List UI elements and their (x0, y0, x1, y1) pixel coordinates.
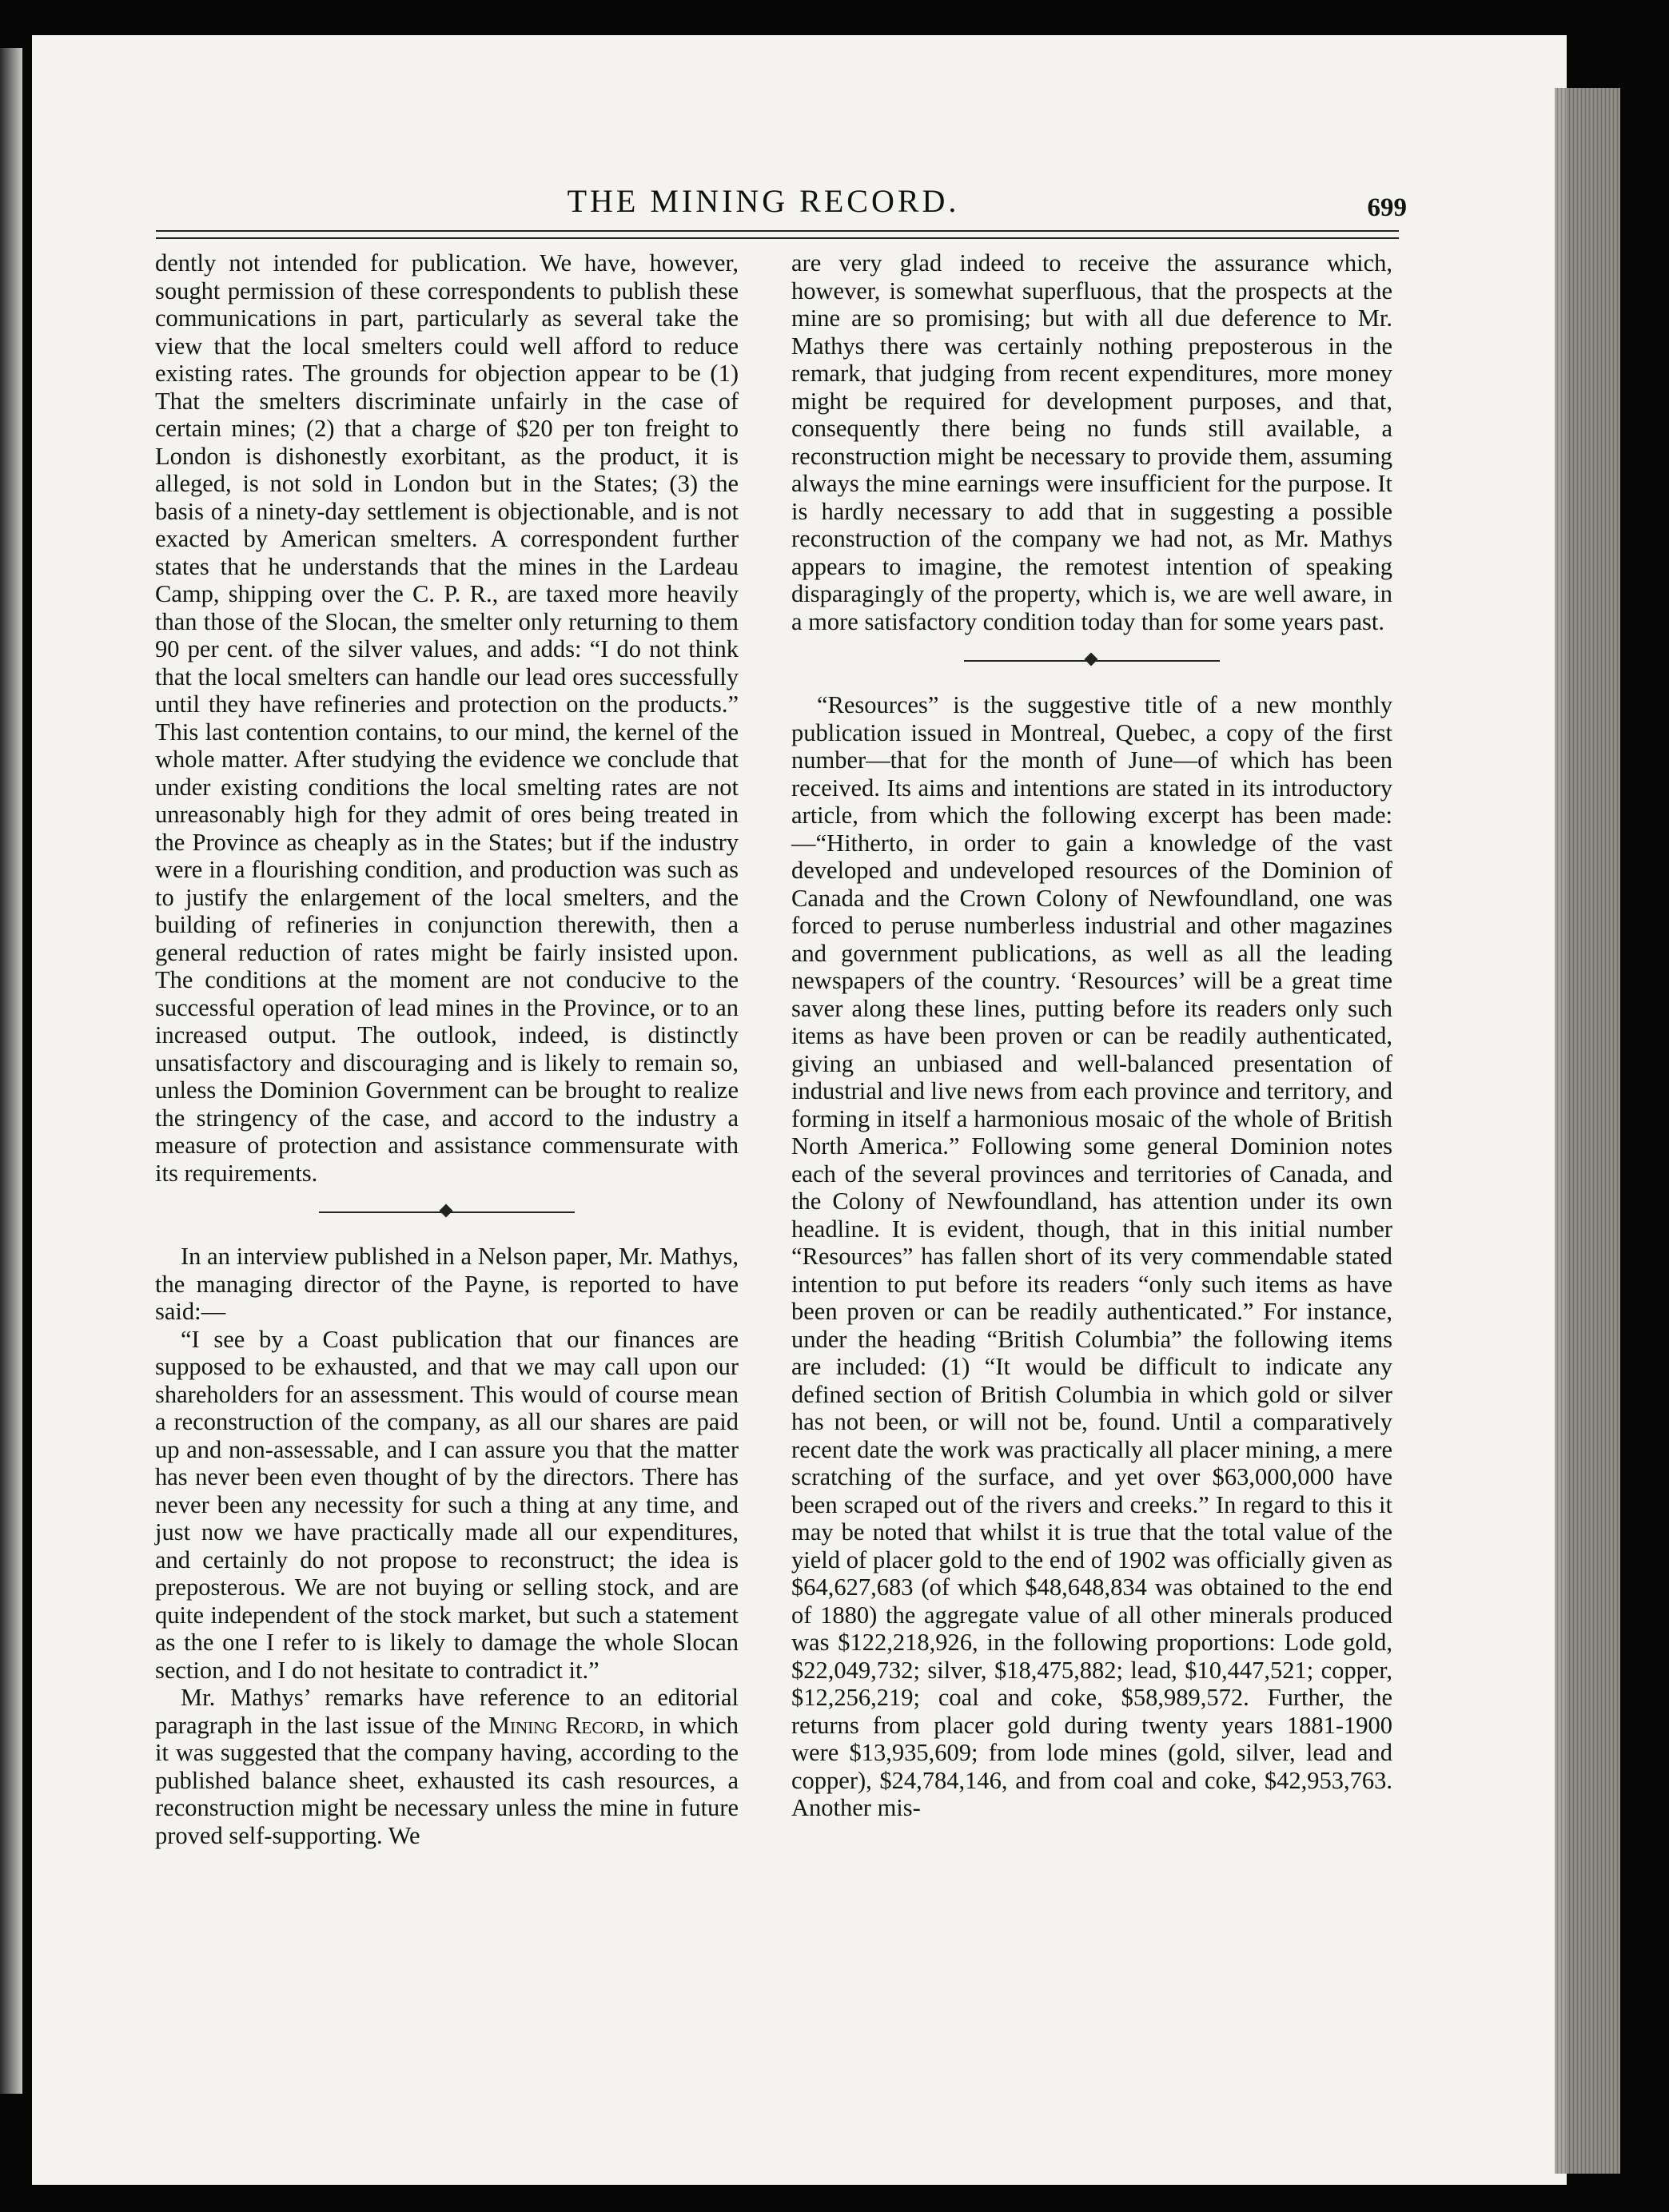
diamond-ornament-icon (1085, 653, 1098, 666)
diamond-ornament-icon (440, 1204, 453, 1218)
header-rule (156, 230, 1399, 239)
paragraph: In an interview published in a Nelson paper, Mr. Mathys, the managing director of the Payne, is reported to have said:— (155, 1243, 739, 1325)
left-column (155, 249, 739, 1849)
paragraph: Mr. Mathys’ remarks have reference to an editorial paragraph in the last issue of the Mining Record, in which it was suggested that the company having, according to the published balance sheet, exhausted its cash resources, a reconstruction might be necessary unless the mine in future proved self-supporting. We (155, 1684, 739, 1849)
paragraph: “Resources” is the suggestive title of a new monthly publication issued in Montreal, Quebec, a copy of the first number—that for the month of June—of which has been received. Its aims and intentions are stated in its introductory article, from which the following excerpt has been made:—“Hitherto, in order to gain a knowledge of the vast developed and undeveloped resources of the Dominion of Canada and the Crown Colony of Newfoundland, one was forced to peruse numberless industrial and other magazines and government publications, as well as all the leading newspapers of the country. ‘Resources’ will be a great time saver along these lines, putting before its readers only such items as have been proven or can be readily authenticated, giving an unbiased and well-balanced presentation of industrial and live news from each province and territory, and forming in itself a harmonious mosaic of the whole of British North America.” Following some general Dominion notes each of the several provinces and territories of Canada, and the Colony of Newfoundland, has attention under its own headline. It is evident, though, that in this initial number “Resources” has fallen short of its very commendable stated intention to put before its readers “only such items as have been proven or can be readily authenticated.” For instance, under the heading “British Columbia” the following items are included: (1) “It would be difficult to indicate any defined section of British Columbia in which gold or silver has not been, or will not be, found. Until a comparatively recent date the work was practically all placer mining, a mere scratching of the surface, and yet over $63,000,000 have been scraped out of the rivers and creeks.” In regard to this it may be noted that whilst it is true that the total value of the yield of placer gold to the end of 1902 was officially given as $64,627,683 (of which $48,648,834 was obtained to the end of 1880) the aggregate value of all other minerals produced was $122,218,926, in the following proportions: Lode gold, $22,049,732; silver, $18,475,882; lead, $10,447,521; copper, $12,256,219; coal and coke, $58,989,572. Further, the returns from placer gold during twenty years 1881-1900 were $13,935,609; from lode mines (gold, silver, lead and copper), $24,784,146, and from coal and coke, $42,953,763. Another mis- (791, 691, 1392, 1821)
page-number: 699 (1367, 193, 1407, 222)
paragraph: dently not intended for publication. We have, however, sought permission of these correspondents to publish these communications in part, particularly as several take the view that the local smelters could well afford to reduce existing rates. The grounds for objection appear to be (1) That the smelters discriminate unfairly in the case of certain mines; (2) that a charge of $20 per ton freight to London is dishonestly exorbitant, as the product, it is alleged, is not sold in London but in the States; (3) the basis of a ninety-day settlement is objectionable, and is not exacted by American smelters. A correspondent further states that he understands that the mines in the Lardeau Camp, shipping over the C. P. R., are taxed more heavily than those of the Slocan, the smelter only returning to them 90 per cent. of the silver values, and adds: “I do not think that the local smelters can handle our lead ores successfully until they have refineries and protection on the products.” This last contention contains, to our mind, the kernel of the whole matter. After studying the evidence we conclude that under existing conditions the local smelting rates are not unreasonably high for they admit of ores being treated in the Province as cheaply as in the States; but if the industry were in a flourishing condition, and production was such as to justify the enlargement of the local smelters, and the building of refineries in conjunction therewith, then a general reduction of rates might be fairly insisted upon. The conditions at the moment are not conducive to the successful operation of lead mines in the Province, or to an increased output. The outlook, indeed, is distinctly unsatisfactory and discouraging and is likely to remain so, unless the Dominion Government can be brought to realize the stringency of the case, and accord to the industry a measure of protection and assistance commensurate with its requirements. (155, 249, 739, 1187)
journal-name-small-caps: Mining Record, (488, 1711, 645, 1739)
page-edges (1555, 88, 1620, 2174)
book-gutter (0, 48, 22, 2094)
section-divider (791, 645, 1392, 677)
section-divider (155, 1196, 739, 1228)
right-column (791, 249, 1392, 1822)
journal-title: THE MINING RECORD. (567, 183, 960, 219)
quoted-paragraph: “I see by a Coast publication that our finances are supposed to be exhausted, and that we may call upon our shareholders for an assessment. This would of course mean a reconstruction of the company, as all our shares are paid up and non-assessable, and I can assure you that the matter has never been even thought of by the directors. There has never been any necessity for such a thing at any time, and just now we have practically made all our expenditures, and certainly do not propose to reconstruct; the idea is preposterous. We are not buying or selling stock, and are quite independent of the stock market, but such a statement as the one I refer to is likely to damage the whole Slocan section, and I do not hesitate to contradict it.” (155, 1325, 739, 1684)
paragraph: are very glad indeed to receive the assurance which, however, is somewhat superfluous, that the prospects at the mine are so promising; but with all due deference to Mr. Mathys there was certainly nothing preposterous in the remark, that judging from recent expenditures, more money might be required for development purposes, and that, consequently there being no funds still available, a reconstruction might be necessary to provide them, assuming always the mine earnings were insufficient for the purpose. It is hardly necessary to add that in suggesting a possible reconstruction of the company we had not, as Mr. Mathys appears to imagine, the remotest intention of speaking disparagingly of the property, which is, we are well aware, in a more satisfactory condition today than for some years past. (791, 249, 1392, 635)
